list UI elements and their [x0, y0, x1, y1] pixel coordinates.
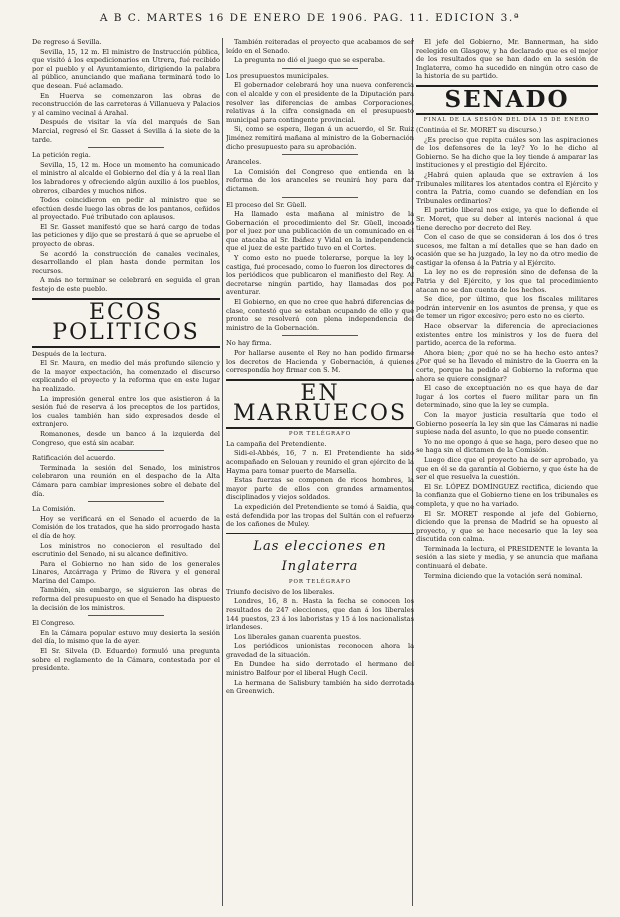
- paragraph: El Gobierno, en que no cree que habrá diferencias de clase, contestó que se estaban ocupando de ello y que pronto se resolverá con plena independencia del ministro de la Gobernación.: [226, 298, 414, 332]
- paragraph: Todos coincidieron en pedir al ministro que se efectúen desde luego las obras de los pantanos, ceñidos al proyectado. Fué tributado con aplausos.: [32, 196, 220, 222]
- paragraph: La impresión general entre los que asistieron á la sesión fué de reserva á los preceptos de los partidos, los cuales también han sido expresados desde el extranjero.: [32, 394, 220, 429]
- paragraph: El gobernador celebrará hoy una nueva conferencia con el alcalde y con el presidente de la Diputación para resolver las diferencias de ambas Corporaciones, relativas á la cifra consignada en el presupuesto municipal para contingente provincial.: [226, 81, 414, 124]
- separator: [282, 197, 357, 198]
- paragraph: El Sr. Silvela (D. Eduardo) formuló una pregunta sobre el reglamento de la Cámara, contestada por el presidente.: [32, 647, 220, 673]
- article-heading: Los presupuestos municipales.: [226, 71, 329, 80]
- section-title-inglaterra: Las elecciones en Inglaterra: [226, 533, 414, 577]
- separator: [88, 450, 163, 451]
- paragraph: La hermana de Salisbury también ha sido derrotada en Greenwich.: [226, 678, 414, 696]
- paragraph: El partido liberal nos exige, ya que lo defiende el Sr. Moret, que su deber al interés nacional á que tiene derecho por decreto del Rey.: [416, 206, 598, 232]
- paragraph: Yo no me opongo á que se haga, pero deseo que no se haga sin el dictamen de la Comisión.: [416, 437, 598, 455]
- paragraph: Los ministros no conocieron el resultado del escrutinio del Senado, ni su alcance definitivo.: [32, 541, 220, 559]
- article-heading: La Comisión.: [32, 505, 76, 514]
- paragraph: Se acordó la construcción de canales vecinales, desarrollando el plan hasta donde permitan los recursos.: [32, 249, 220, 275]
- paragraph: La expedición del Pretendiente se tomó á Saidia, que está defendida por las tropas del Sultán con el refuerzo de los cañones de Muley.: [226, 502, 414, 529]
- paragraph: ¿Habrá quien aplauda que se extravíen á los Tribunales militares los atentados contra el Ejército y contra la Patria, como cuando se defendían en los Tribunales ordinarios?: [416, 170, 598, 205]
- paragraph: En Dundee ha sido derrotado el hermano del ministro Balfour por el liberal Hugh Cecil.: [226, 660, 414, 678]
- article-heading: El Congreso.: [32, 619, 75, 628]
- paragraph: También, sin embargo, se siguieron las obras de reforma del presupuesto en que el Senado ha dispuesto la decisión de los ministros.: [32, 586, 220, 612]
- paragraph: Sevilla, 15, 12 m. Hoce un momento ha comunicado el ministro al alcalde el Gobierno del día y á la real llan los labradores y ofreciendo algún auxilio á los pueblos, obreros, cibardes y muchos niños.: [32, 160, 220, 195]
- section-subline: POR TELÉGRAFO: [288, 430, 352, 437]
- article-heading: De regreso á Sevilla.: [32, 38, 102, 46]
- paragraph: El Sr. LÓPEZ DOMÍNGUEZ rectifica, diciendo que la confianza que el Gobierno tiene en los tribunales es completa, y que no ha variado.: [416, 482, 598, 508]
- separator: [282, 335, 357, 336]
- separator: [88, 615, 163, 616]
- article-heading: La petición regia.: [32, 151, 91, 160]
- section-subline: POR TELÉGRAFO: [288, 578, 352, 585]
- article-heading: (Continúa el Sr. MORET su discurso.): [416, 125, 542, 134]
- paragraph: Después de visitar la vía del marqués de San Marcial, regresó el Sr. Gasset á Sevilla á la siete de la tarde.: [32, 118, 220, 144]
- paragraph: La ley no es de represión sino de defensa de la Patria y del Ejército, y los que tal procedimiento atacan no se dan cuenta de los hechos.: [416, 268, 598, 294]
- paragraph: Ahora bien; ¿por qué no se ha hecho esto antes? ¿Por qué se ha llevado el ministro de la Guerra en la corte, porque ha pedido al Gobierno la reforma que ahora se quiere consignar?: [416, 348, 598, 383]
- paragraph: Si, como se espera, llegan á un acuerdo, el Sr. Ruiz Jiménez remitirá mañana al ministro de la Gobernación dicho presupuesto para su aprobación.: [226, 125, 414, 151]
- section-title-senado: SENADO: [416, 85, 598, 115]
- separator: [88, 147, 163, 148]
- paragraph: La Comisión del Congreso que entienda en la reforma de los aranceles se reunirá hoy para dar dictamen.: [226, 167, 414, 193]
- article-heading: Ratificación del acuerdo.: [32, 454, 116, 463]
- separator: [282, 68, 357, 69]
- paragraph: Con la mayor justicia resultaría que todo el Gobierno poseería la ley sin que las Cámaras ni nadie supiese nada del asunto, lo que no puede consentir.: [416, 410, 598, 437]
- paragraph: En Huerva se comenzaron las obras de reconstrucción de las carreteras á Villanueva y Palacios y al camino vecinal á Arahal.: [32, 91, 220, 117]
- paragraph: El Sr. Gasset manifestó que se hará cargo de todas las peticiones y dijo que se prestará á que se apruebe el proyecto de obras.: [32, 222, 220, 249]
- paragraph: El jefe del Gobierno, Mr. Bannerman, ha sido reelegido en Glasgow, y ha declarado que es el mejor de los resultados que se han dado en la sesión de Inglaterra, como ha sucedido en ningún otro caso de la historia de su partido.: [416, 38, 598, 81]
- column-rule-1: [222, 38, 223, 906]
- paragraph: Para el Gobierno no han sido de los generales Linares, Azcárraga y Primo de Rivera y el general Marina del Campo.: [32, 559, 220, 585]
- paragraph: El Sr. Maura, en medio del más profundo silencio y de la mayor expectación, ha comenzado el discurso explicando el proyecto y la reforma que en este lugar ha realizado.: [32, 359, 220, 393]
- paragraph: Sidi-el-Abbés, 16, 7 n. El Pretendiente ha sido acompañado en Selouan y reunido el gran ejército de la Hayma para tomar puerto de Marsella.: [226, 449, 414, 475]
- article-heading: Después de la lectura.: [32, 349, 107, 358]
- article-heading: Triunfo decisivo de los liberales.: [226, 587, 335, 596]
- column-3: [416, 38, 598, 908]
- paragraph: Terminada la lectura, el PRESIDENTE le levanta la sesión a las siete y media, y se anuncia que mañana continuará el debate.: [416, 544, 598, 571]
- article-heading: Aranceles.: [226, 158, 262, 167]
- article-heading: No hay firma.: [226, 339, 272, 348]
- paragraph: Luego dice que el proyecto ha de ser aprobado, ya que en él se da garantía al Gobierno, y que éste ha de ser el que resuelva la cuestión.: [416, 455, 598, 482]
- paragraph: Romanones, desde un banco á la izquierda del Congreso, que está sin acabar.: [32, 429, 220, 447]
- paragraph: La pregunta no dió el juego que se esperaba.: [234, 56, 385, 65]
- page-header: A B C. MARTES 16 DE ENERO DE 1906. PAG. 11. EDICION 3.ª: [99, 12, 521, 24]
- paragraph: Por hallarse ausente el Rey no han podido firmarse los decretos de Hacienda y Gobernación, á quienes correspondía hoy firmar con S. M.: [226, 349, 414, 375]
- section-title-marruecos: EN MARRUECOS: [226, 379, 414, 429]
- paragraph: Y como esto no puede tolerarse, porque la ley lo castiga, fué procesado, como lo fueron los directores de los periódicos que publicaron el manifiesto del Rey. Al decretarse ningún partido, hay llamadas dos por aventurar.: [226, 254, 414, 297]
- paragraph: A más no terminar se celebrará en seguida el gran festejo de este pueblo.: [32, 276, 220, 294]
- paragraph: Terminada la sesión del Senado, los ministros celebraron una reunión en el despacho de la Alta Cámara para cambiar impresiones sobre el debate del día.: [32, 463, 220, 498]
- paragraph: Estas fuerzas se componen de ricos hombres, la mayor parte de ellos con grandes armamentos, disciplinados y viejos soldados.: [226, 476, 414, 502]
- paragraph: Sevilla, 15, 12 m. El ministro de Instrucción pública, que visitó á los expedicionarios en Utrera, fué recibido por el pueblo y el Ayuntamiento, dirigiendo la palabra al público, anunciando que mañana terminará todo lo que desean. Fué aclamado.: [32, 47, 220, 90]
- separator: [88, 501, 163, 502]
- section-title-ecos: ECOS POLITICOS: [32, 298, 220, 348]
- paragraph: Londres, 16, 8 n. Hasta la fecha se conocen los resultados de 247 elecciones, que dan á los liberales 144 puestos, 23 á los laboristas y 15 á los nacionalistas irlandeses.: [226, 597, 414, 632]
- paragraph: Los liberales ganan cuarenta puestos.: [234, 632, 362, 641]
- paragraph: Se dice, por último, que los fiscales militares podrán intervenir en los asuntos de prensa, y que es de temer un rigor excesivo; pero esto no es cierto.: [416, 295, 598, 321]
- paragraph: Hoy se verificará en el Senado el acuerdo de la Comisión de los tratados, que ha sido prorrogado hasta el día de hoy.: [32, 514, 220, 540]
- paragraph: Los periódicos unionistas reconocen ahora la gravedad de la situación.: [226, 642, 414, 659]
- paragraph: Con el caso de que se consideran á los dos ó tres sucesos, me faltan a mí detalles que se han dado en ocasión que se ha juzgado, la ley no da otro medio de castigar la ofensa á la Patria y al Ejército.: [416, 233, 598, 267]
- section-subline: FINAL DE LA SESIÓN DEL DÍA 15 DE ENERO: [423, 116, 591, 123]
- paragraph: ¿Es preciso que repita cuáles son las aspiraciones de los defensores de la ley? Yo lo he dicho al Gobierno. Se ha dicho que la ley tiende á amparar las instituciones y el prestigio del Ejército.: [416, 135, 598, 170]
- paragraph: El Sr. MORET responde al jefe del Gobierno, diciendo que la prensa de Madrid se ha opuesto al proyecto, y que se hace necesario que la ley sea discutida con calma.: [416, 509, 598, 544]
- paragraph: También reiteradas el proyecto que acabamos de ser leído en el Senado.: [226, 38, 414, 55]
- column-2: [226, 38, 414, 908]
- separator: [282, 154, 357, 155]
- paragraph: En la Cámara popular estuvo muy desierta la sesión del día, lo mismo que la de ayer.: [32, 628, 220, 646]
- paragraph: Termina diciendo que la votación será nominal.: [424, 571, 583, 580]
- article-heading: El proceso del Sr. Güell.: [226, 200, 307, 209]
- column-1: [32, 38, 220, 908]
- paragraph: Ha llamado esta mañana al ministro de la Gobernación el procedimiento del Sr. Güell, incoado por el juez por una publicación de un comunicado en el que atacaba al Sr. Ibáñez y Vidal en la independencia que el juez de este partido tuvo en el Cortes.: [226, 210, 414, 253]
- article-heading: La campaña del Pretendiente.: [226, 439, 327, 448]
- paragraph: El caso de exceptuación no es que haya de dar lugar á los cortes el fuero militar para un fin determinado, sino que la ley se cumpla.: [416, 384, 598, 410]
- paragraph: Hace observar la diferencia de apreciaciones existentes entre los ministros y los de fuera del partido, acerca de la reforma.: [416, 322, 598, 348]
